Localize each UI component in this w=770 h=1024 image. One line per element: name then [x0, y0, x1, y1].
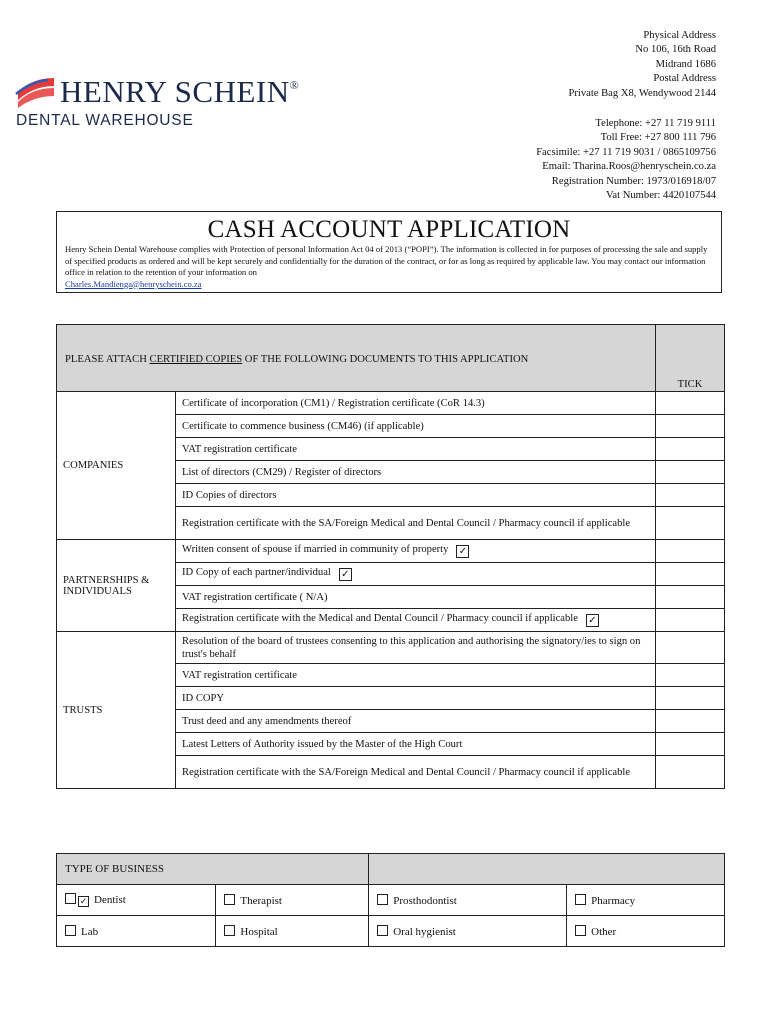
henry-schein-logo	[14, 72, 334, 134]
info-officer-email-link[interactable]: Charles.Mandienga@henryschein.co.za	[65, 278, 202, 289]
doc-item: ID Copy of each partner/individual ✓	[176, 563, 656, 586]
brand-subtitle: DENTAL WAREHOUSE	[16, 112, 194, 129]
brand-name: HENRY SCHEIN®	[60, 74, 300, 109]
partnerships-label: PARTNERSHIPS & INDIVIDUALS	[57, 540, 176, 632]
doc-item: Resolution of the board of trustees consenting to this application and authorising the signatory/ies to sign on trust's behalf	[176, 632, 656, 664]
tick-cell[interactable]	[656, 664, 725, 687]
contact-details	[536, 29, 716, 203]
postal-address-title: Postal Address	[653, 73, 716, 85]
registration-number: Registration Number: 1973/016918/07	[551, 175, 716, 187]
logo-mark-icon	[14, 72, 58, 108]
tick-cell[interactable]	[656, 540, 725, 563]
business-type-table	[56, 853, 725, 947]
companies-label: COMPANIES	[57, 392, 176, 540]
facsimile: Facsimile: +27 11 719 9031 / 0865109756	[536, 146, 716, 158]
checkbox-icon[interactable]	[224, 894, 235, 905]
doc-item: VAT registration certificate	[176, 664, 656, 687]
doc-item: Registration certificate with the SA/Foreign Medical and Dental Council / Pharmacy council if applicable	[176, 756, 656, 789]
doc-item: List of directors (CM29) / Register of directors	[176, 461, 656, 484]
physical-address-line2: Midrand 1686	[655, 58, 716, 70]
doc-item: ID Copies of directors	[176, 484, 656, 507]
tick-cell[interactable]	[656, 392, 725, 415]
tick-cell[interactable]	[656, 609, 725, 632]
popi-notice: Henry Schein Dental Warehouse complies with Protection of personal Information Act 04 of 2013 (“POPI”). The information is collected in for purposes of processing the sale and supply of specified products as ordered and will be kept securely and confidentially for the duration of the contract, or for as long as required by applicable law. You may contact our information office in relation to the retention of your information on Charles.Mandienga@henryschein.co.za	[65, 244, 708, 289]
checkbox-icon[interactable]	[377, 925, 388, 936]
trusts-label: TRUSTS	[57, 632, 176, 789]
documents-table	[56, 324, 725, 789]
tick-cell[interactable]	[656, 632, 725, 664]
doc-item: Certificate of incorporation (CM1) / Registration certificate (CoR 14.3)	[176, 392, 656, 415]
checkbox-checked-icon[interactable]: ✓	[456, 545, 469, 558]
doc-item: VAT registration certificate	[176, 438, 656, 461]
option-dentist[interactable]: ✓ Dentist	[57, 885, 216, 916]
doc-item: Trust deed and any amendments thereof	[176, 710, 656, 733]
business-type-heading: TYPE OF BUSINESS	[57, 854, 369, 885]
option-lab[interactable]: Lab	[57, 916, 216, 947]
telephone: Telephone: +27 11 719 9111	[595, 118, 716, 130]
tick-cell[interactable]	[656, 710, 725, 733]
doc-item: ID COPY	[176, 687, 656, 710]
checkbox-checked-icon[interactable]: ✓	[339, 568, 352, 581]
checkbox-icon[interactable]	[224, 925, 235, 936]
doc-item: Latest Letters of Authority issued by the Master of the High Court	[176, 733, 656, 756]
documents-heading: PLEASE ATTACH CERTIFIED COPIES OF THE FOLLOWING DOCUMENTS TO THIS APPLICATION	[57, 325, 656, 392]
title-box	[56, 211, 722, 293]
tick-cell[interactable]	[656, 687, 725, 710]
checkbox-icon[interactable]	[575, 925, 586, 936]
postal-address-line1: Private Bag X8, Wendywood 2144	[568, 87, 716, 99]
doc-item: Certificate to commence business (CM46) (if applicable)	[176, 415, 656, 438]
tick-cell[interactable]	[656, 438, 725, 461]
email: Email: Tharina.Roos@henryschein.co.za	[542, 161, 716, 173]
tick-column-header: TICK	[656, 325, 725, 392]
tick-cell[interactable]	[656, 507, 725, 540]
tick-cell[interactable]	[656, 563, 725, 586]
tick-cell[interactable]	[656, 415, 725, 438]
tick-cell[interactable]	[656, 461, 725, 484]
physical-address-title: Physical Address	[643, 30, 716, 41]
page-title: CASH ACCOUNT APPLICATION	[207, 216, 571, 243]
doc-item: Registration certificate with the SA/Foreign Medical and Dental Council / Pharmacy council if applicable	[176, 507, 656, 540]
checkbox-checked-icon[interactable]: ✓	[79, 896, 88, 906]
physical-address-line1: No 106, 16th Road	[635, 44, 716, 56]
toll-free: Toll Free: +27 800 111 796	[600, 132, 716, 144]
vat-number: Vat Number: 4420107544	[605, 190, 716, 202]
checkbox-icon[interactable]	[65, 925, 76, 936]
tick-cell[interactable]	[656, 484, 725, 507]
option-hospital[interactable]: Hospital	[216, 916, 369, 947]
tick-cell[interactable]	[656, 733, 725, 756]
option-other[interactable]: Other	[567, 916, 725, 947]
checkbox-icon[interactable]	[377, 894, 388, 905]
option-pharmacy[interactable]: Pharmacy	[567, 885, 725, 916]
doc-item: VAT registration certificate ( N/A)	[176, 586, 656, 609]
checkbox-checked-icon[interactable]: ✓	[586, 614, 599, 627]
checkbox-icon[interactable]	[65, 893, 76, 904]
option-oral-hygienist[interactable]: Oral hygienist	[369, 916, 567, 947]
doc-item: Written consent of spouse if married in community of property ✓	[176, 540, 656, 563]
option-prosthodontist[interactable]: Prosthodontist	[369, 885, 567, 916]
tick-cell[interactable]	[656, 586, 725, 609]
doc-item: Registration certificate with the Medical and Dental Council / Pharmacy council if applicable ✓	[176, 609, 656, 632]
checkbox-icon[interactable]	[575, 894, 586, 905]
option-therapist[interactable]: Therapist	[216, 885, 369, 916]
tick-cell[interactable]	[656, 756, 725, 789]
